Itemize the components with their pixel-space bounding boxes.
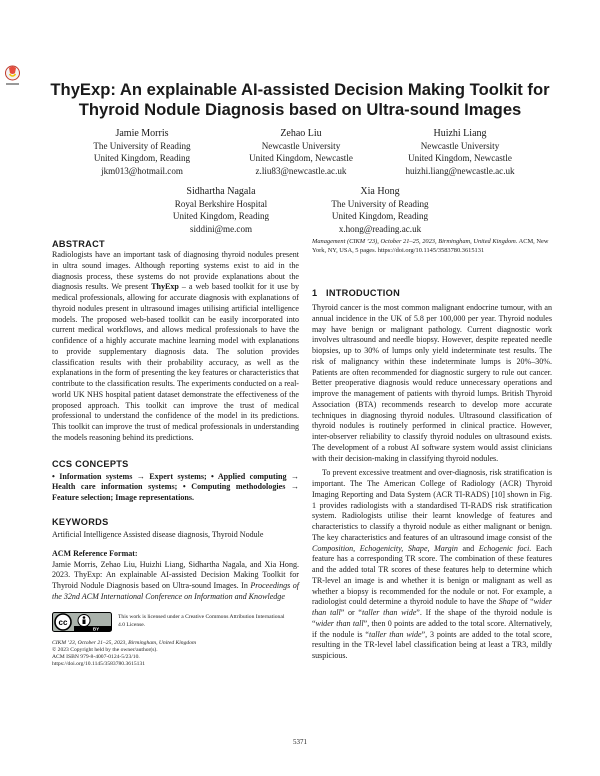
introduction-heading: 1 INTRODUCTION [312,288,400,299]
ccs-text: • Information systems → Expert systems; • Applied computing → Health care information systems; • Computing methodologies → Feature selection; Image representations. [52,471,299,502]
author-email[interactable]: z.liu83@newcastle.ac.uk [255,165,347,176]
author-affiliation: Newcastle University [261,141,341,151]
check-for-updates-badge-icon[interactable] [4,64,21,88]
keywords-heading: KEYWORDS [52,517,109,528]
author-name: Zehao Liu [280,128,322,139]
footer-isbn: ACM ISBN 979-8-4007-0124-5/23/10. [52,654,140,661]
title-line-2: Thyroid Nodule Diagnosis based on Ultra-sound Images [78,100,522,119]
footer-doi-link[interactable]: https://doi.org/10.1145/3583780.3615131 [52,661,146,668]
left-column [52,238,299,669]
author-block-4 [151,185,291,235]
paper-title [40,80,560,120]
cc-by-logo-icon[interactable] [52,612,112,632]
author-location: United Kingdom, Newcastle [249,153,353,164]
author-name: Xia Hong [360,186,400,197]
author-email[interactable]: jkm013@hotmail.com [101,165,183,176]
abstract-text: Radiologists have an important task of diagnosing thyroid nodules present in ultra sound images. Although reporting systems exist to aid in the diagnosis process, these systems do not provide explanations about the diagnosis results. We present ThyExp – a web based toolkit for it use by medical professionals, allowing for accurate diagnosis with explanations of thyroid nodules present in ultrasound images utilising artificial intelligence models. The proposed web-based toolkit can be easily incorporated into current medical workflows, and allows medical professionals to have the confidence of a highly accurate machine learning model with explanations to provide supplementary diagnosis data. The solution provides classification results with their probability accuracy, as well as the explanations in the form of presenting the key features or characteristics that contribute to the classification results. The experiments conducted on a real-world UK NHS hospital patient dataset demonstrate the effectiveness of the proposed approach. This toolkit can improve the trust of medical professional to understand the confidence of the model in its predictions. This toolkit can improve the trust of medical professionals in understanding the models reasoning behind its predictions. [52,250,299,442]
author-affiliation: The University of Reading [93,141,191,151]
author-block-5 [310,185,450,235]
license-block [52,612,299,632]
abstract-heading: ABSTRACT [52,239,105,249]
author-email[interactable]: x.hong@reading.ac.uk [338,223,422,234]
right-column [312,238,552,662]
author-affiliation: Royal Berkshire Hospital [174,199,268,209]
author-block-3 [390,127,530,177]
author-name: Sidhartha Nagala [186,186,256,197]
acm-reference-text: Jamie Morris, Zehao Liu, Huizhi Liang, Sidhartha Nagala, and Xia Hong. 2023. ThyExp: An explainable AI-assisted Decision Making Toolkit for Thyroid Nodule Diagnosis based on Ultra-sound Images. In Proceedings of the 32nd ACM International Conference on Information and Knowledge [52,559,299,601]
footer-notes [52,640,299,669]
author-block-1 [72,127,212,177]
author-block-2 [231,127,371,177]
title-line-1: ThyExp: An explainable AI-assisted Decision Making Toolkit for [50,80,550,99]
author-affiliation: The University of Reading [331,199,429,209]
author-location: United Kingdom, Newcastle [408,153,512,164]
page-number: 5371 [293,738,307,746]
keywords-text: Artificial Intelligence Assisted disease diagnosis, Thyroid Nodule [52,530,264,540]
author-location: United Kingdom, Reading [93,153,191,164]
author-name: Jamie Morris [115,128,169,139]
introduction-paragraph-1: Thyroid cancer is the most common malignant endocrine tumour, with an annual incidence in the UK of 5.8 per 100,000 per year. Thyroid nodules may have benign or malignant pathology. Current diagnostic work involves ultrasound and needle biopsy. However, despite repeated needle biopsies, up to 30% of lumps only yield indeterminate test results. The risk of malignancy within these indeterminate lumps is 20%–30%. Patients are often recommended for diagnostic surgery to rule out cancer. Better preoperative diagnosis would reduce unnecessary operations and improve the management of patients with thyroid lumps. British Thyroid Association (BTA) recommends research to develop more accurate techniques in diagnosing thyroid nodules. Ultrasound classification of thyroid nodules is routinely performed in clinical practice. However, inter-observer reliability to classify thyroid nodules on ultrasound exists. The development of a robust AI software system would assist clinicians with their decision-making in classifying thyroid nodules. [312,303,552,463]
introduction-paragraph-2: To prevent excessive treatment and over-diagnosis, risk stratification is important. The The American College of Radiology (ACR) Thyroid Imaging Reporting and Data System (ACR TI-RADS) [10] shown in Fig. 1 provides radiologists with a standardised TI-RADS risk stratification system. Radiologists utilise their learnt knowledge of features and characteristics to classify a thyroid nodule as either malignant or benign. The key characteristics and features of an ultrasound image consist of the Composition, Echogenicity, Shape, Margin and Echogenic foci. Each feature has a corresponding TR score. The combination of these features and the added total TR scores of these features help to determine which TR-level an image is and whether it is benign or malignant as well as whether a biopsy is recommended for the nodule or not. For example, a radiologist could determine a thyroid nodule to have the Shape of “wider than tall” or “taller than wide”. If the shape of the thyroid nodule is “wider than tall”, then 0 points are added to the total score. Alternatively, if the nodule is “taller than wide”, 3 points are added to the total score, resulting in the TR-level label classification being at least a TR3, mildly suspicious. [312,468,553,661]
license-text: This work is licensed under a Creative Commons Attribution International 4.0 License. [118,614,285,628]
ccs-heading: CCS CONCEPTS [52,458,129,469]
author-email[interactable]: huizhi.liang@newcastle.ac.uk [405,165,515,176]
author-email[interactable]: siddini@me.com [189,223,253,234]
author-location: United Kingdom, Reading [331,211,429,222]
author-location: United Kingdom, Reading [172,211,270,222]
svg-text:cc: cc [58,617,68,627]
author-name: Huizhi Liang [433,128,487,139]
footer-conference: CIKM ’23, October 21–25, 2023, Birmingham, United Kingdom [52,639,197,646]
author-affiliation: Newcastle University [420,141,500,151]
acm-reference-continued: Management (CIKM ’23), October 21–25, 2023, Birmingham, United Kingdom. ACM, New York, NY, USA, 5 pages. https://doi.org/10.1145/3583780.3615131 [312,238,549,254]
footer-copyright: © 2023 Copyright held by the owner/author(s). [52,646,158,653]
svg-text:BY: BY [92,625,100,631]
acm-reference-heading: ACM Reference Format: [52,549,138,559]
